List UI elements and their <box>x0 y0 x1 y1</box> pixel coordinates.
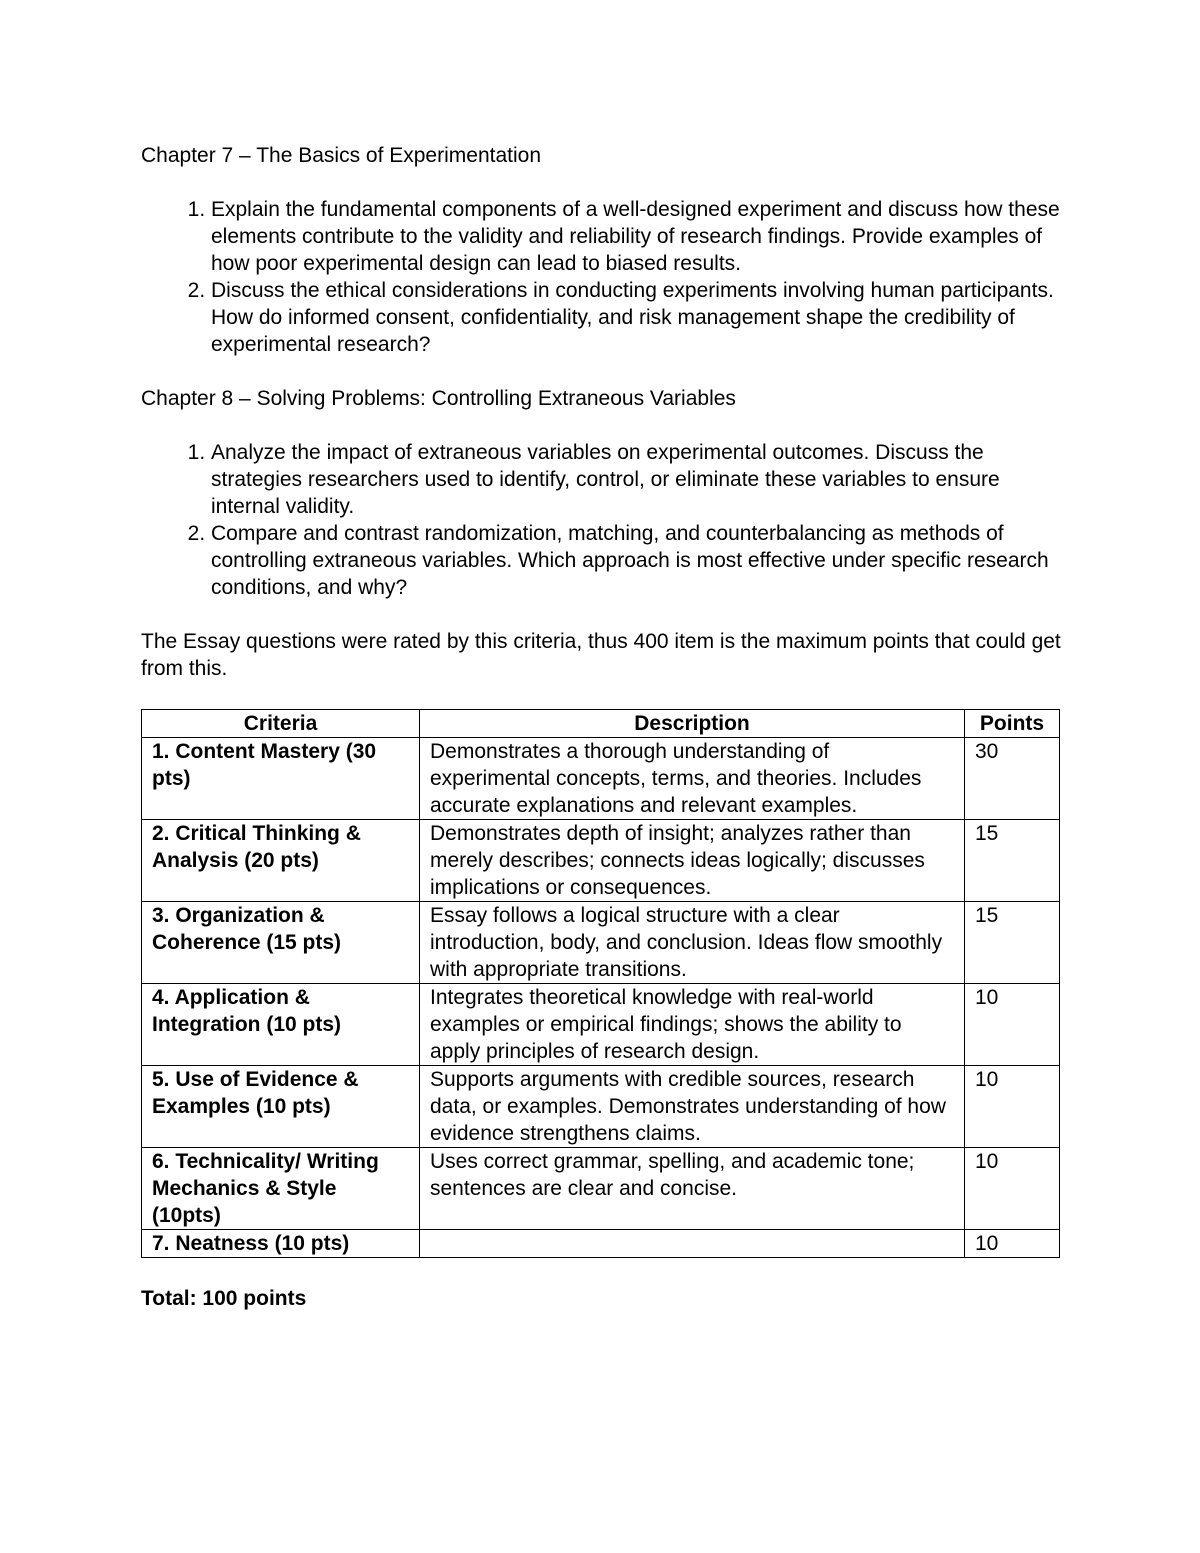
points-cell: 30 <box>965 738 1060 820</box>
description-cell: Integrates theoretical knowledge with real-world examples or empirical findings; shows the ability to apply principles of research design. <box>420 984 965 1066</box>
description-cell: Demonstrates a thorough understanding of experimental concepts, terms, and theories. Includes accurate explanations and relevant examples. <box>420 738 965 820</box>
table-row <box>142 1230 1060 1258</box>
table-row <box>142 1148 1060 1230</box>
chapter-7-title: Chapter 7 – The Basics of Experimentation <box>141 144 541 167</box>
points-cell: 10 <box>965 1230 1060 1258</box>
total-points: Total: 100 points <box>141 1287 307 1310</box>
criteria-cell: 1. Content Mastery (30 pts) <box>142 738 420 820</box>
document-content <box>141 142 1061 1333</box>
points-cell: 10 <box>965 984 1060 1066</box>
points-cell: 15 <box>965 902 1060 984</box>
chapter-8-title: Chapter 8 – Solving Problems: Controlling Extraneous Variables <box>141 387 736 410</box>
description-cell: Demonstrates depth of insight; analyzes rather than merely describes; connects ideas logically; discusses implications or consequences. <box>420 820 965 902</box>
table-row <box>142 820 1060 902</box>
table-row <box>142 902 1060 984</box>
chapter-7-question-1: 1. Explain the fundamental components of a well-designed experiment and discuss how these elements contribute to the validity and reliability of research findings. Provide examples of how poor experimental design can lead to biased results. <box>211 196 1061 277</box>
description-cell: Uses correct grammar, spelling, and academic tone; sentences are clear and concise. <box>420 1148 965 1230</box>
header-criteria: Criteria <box>142 710 420 738</box>
chapter-8-question-1: 1. Analyze the impact of extraneous variables on experimental outcomes. Discuss the strategies researchers used to identify, control, or eliminate these variables to ensure internal validity. <box>211 439 1061 520</box>
table-row <box>142 984 1060 1066</box>
table-row <box>142 1066 1060 1148</box>
chapter-7-question-2: 2. Discuss the ethical considerations in conducting experiments involving human participants. How do informed consent, confidentiality, and risk management shape the credibility of experimental research? <box>211 277 1061 358</box>
criteria-cell: 3. Organization & Coherence (15 pts) <box>142 902 420 984</box>
criteria-cell: 5. Use of Evidence & Examples (10 pts) <box>142 1066 420 1148</box>
chapter-7-questions <box>141 196 1061 358</box>
points-cell: 15 <box>965 820 1060 902</box>
criteria-cell: 2. Critical Thinking & Analysis (20 pts) <box>142 820 420 902</box>
chapter-8-questions <box>141 439 1061 601</box>
points-cell: 10 <box>965 1148 1060 1230</box>
criteria-cell: 4. Application & Integration (10 pts) <box>142 984 420 1066</box>
criteria-cell: 6. Technicality/ Writing Mechanics & Style (10pts) <box>142 1148 420 1230</box>
rubric-table <box>141 709 1060 1258</box>
table-row <box>142 738 1060 820</box>
rubric-header-row <box>142 710 1060 738</box>
header-points: Points <box>965 710 1060 738</box>
header-description: Description <box>420 710 965 738</box>
description-cell: Essay follows a logical structure with a clear introduction, body, and conclusion. Ideas flow smoothly with appropriate transitions. <box>420 902 965 984</box>
rating-note: The Essay questions were rated by this criteria, thus 400 item is the maximum points that could get from this. <box>141 630 1061 680</box>
chapter-8-question-2: 2. Compare and contrast randomization, matching, and counterbalancing as methods of controlling extraneous variables. Which approach is most effective under specific research conditions, and why? <box>211 520 1061 601</box>
criteria-cell: 7. Neatness (10 pts) <box>142 1230 420 1258</box>
description-cell: Supports arguments with credible sources, research data, or examples. Demonstrates understanding of how evidence strengthens claims. <box>420 1066 965 1148</box>
points-cell: 10 <box>965 1066 1060 1148</box>
description-cell <box>420 1230 965 1258</box>
